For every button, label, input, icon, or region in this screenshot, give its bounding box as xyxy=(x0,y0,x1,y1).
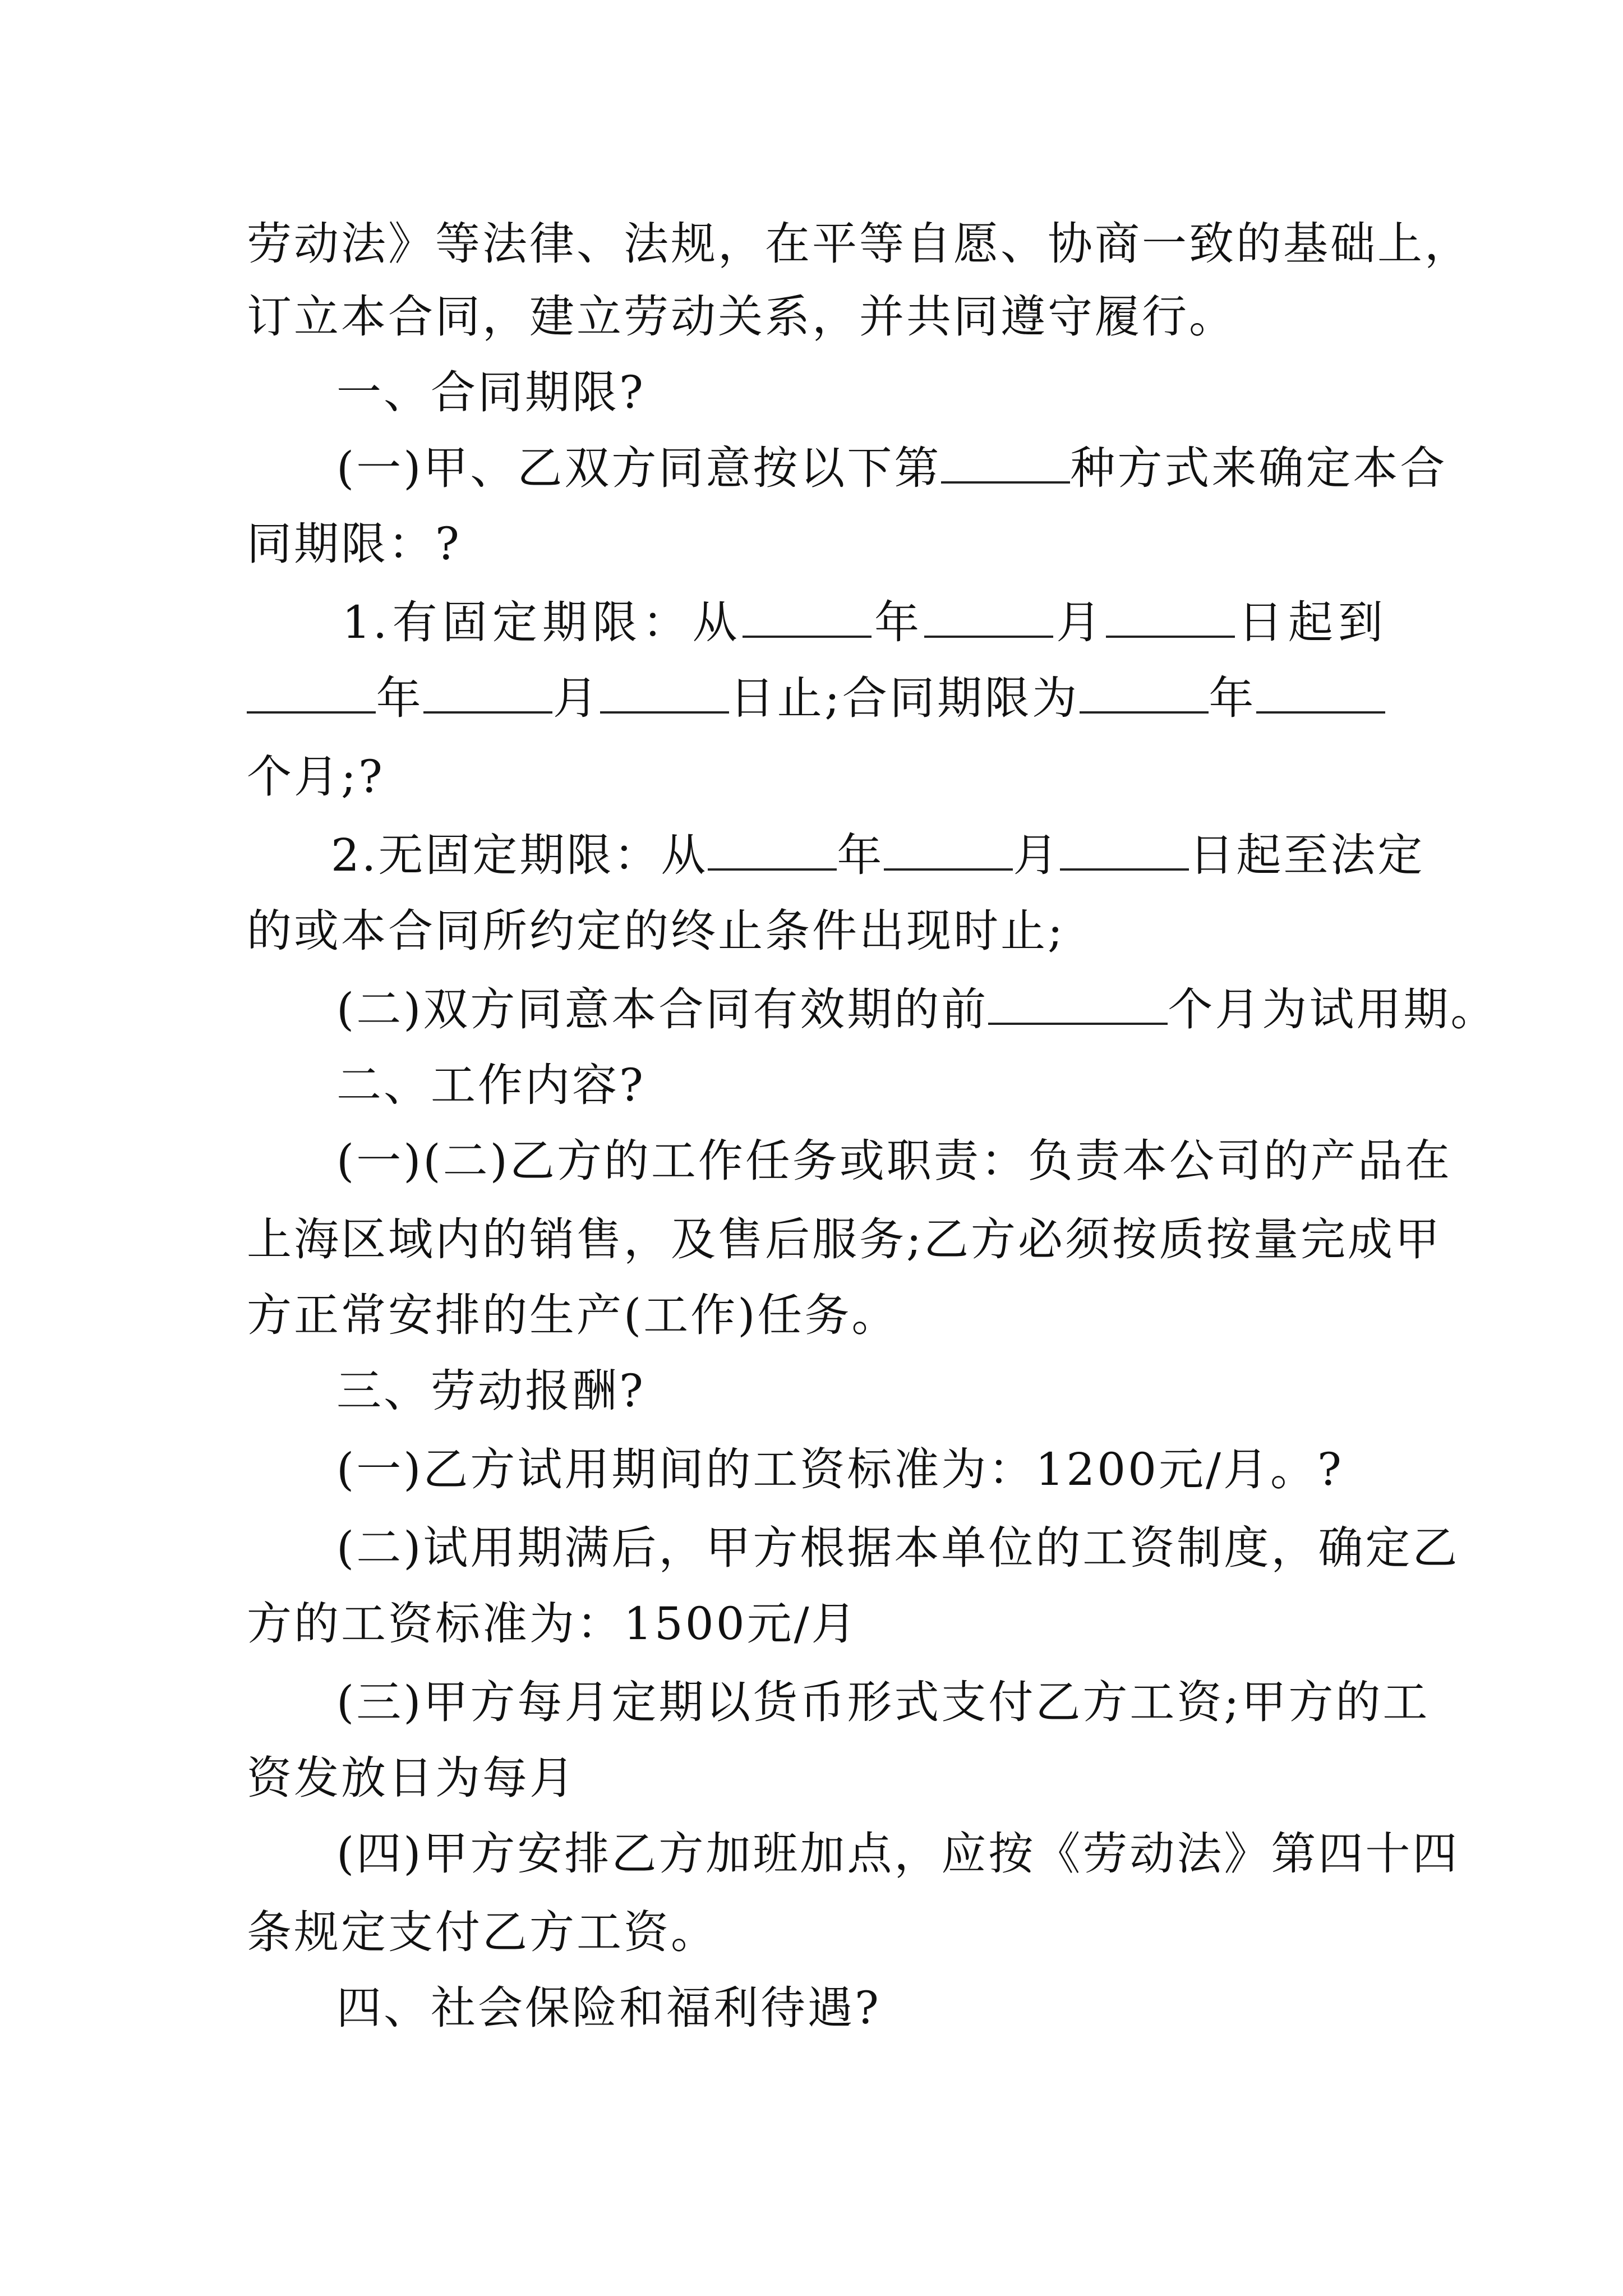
text-segment: 日起到 xyxy=(1235,596,1386,648)
text-segment: 方正常安排的生产(工作)任务。 xyxy=(247,1289,899,1341)
text-segment: 方的工资标准为：1500元/月 xyxy=(247,1598,859,1650)
paragraph-line xyxy=(247,1596,1385,1652)
text-segment: 个月为试用期。 xyxy=(1168,983,1498,1036)
section-heading xyxy=(336,365,1385,421)
paragraph-line xyxy=(247,749,1385,805)
blank-field xyxy=(1256,672,1385,714)
paragraph-line xyxy=(247,1750,1385,1806)
text-segment: 上海区域内的销售，及售后服务;乙方必须按质按量完成甲 xyxy=(247,1213,1442,1266)
paragraph-line xyxy=(336,440,1447,496)
text-segment: 三、劳动报酬? xyxy=(336,1365,645,1417)
blank-field xyxy=(1080,672,1209,714)
text-segment: 一、合同期限? xyxy=(336,366,645,418)
blank-field xyxy=(1106,596,1235,638)
blank-field xyxy=(708,829,837,871)
text-segment: 年 xyxy=(1208,672,1257,724)
paragraph-line xyxy=(336,1442,1385,1498)
text-segment: 的或本合同所约定的终止条件出现时止; xyxy=(247,905,1065,957)
paragraph-line xyxy=(336,1520,1460,1576)
section-heading xyxy=(336,1057,1385,1114)
blank-field xyxy=(884,829,1013,871)
blank-field xyxy=(924,596,1053,638)
text-segment: (一)乙方试用期间的工资标准为：1200元/月。? xyxy=(336,1443,1344,1496)
paragraph-line xyxy=(247,903,1385,959)
text-segment: (二)双方同意本合同有效期的前 xyxy=(336,983,989,1036)
text-segment: (二)试用期满后，甲方根据本单位的工资制度，确定乙 xyxy=(336,1522,1460,1574)
paragraph-line xyxy=(331,827,1425,884)
text-segment: 1.有固定期限：从 xyxy=(342,596,743,648)
paragraph-line xyxy=(336,1826,1460,1882)
text-segment: 劳动法》等法律、法规，在平等自愿、协商一致的基础上， xyxy=(247,218,1472,270)
text-segment: 条规定支付乙方工资。 xyxy=(247,1906,718,1958)
paragraph-line xyxy=(247,670,1385,726)
text-segment: (一)(二)乙方的工作任务或职责：负责本公司的产品在 xyxy=(336,1135,1452,1187)
blank-field xyxy=(247,672,376,714)
paragraph-line xyxy=(336,1133,1452,1189)
text-segment: 资发放日为每月 xyxy=(247,1752,577,1804)
blank-field xyxy=(600,672,729,714)
text-segment: 日止;合同期限为 xyxy=(729,672,1080,724)
paragraph-line xyxy=(342,595,1385,651)
text-segment: 个月;? xyxy=(247,751,385,803)
paragraph-line xyxy=(336,982,1498,1038)
text-segment: (一)甲、乙双方同意按以下第 xyxy=(336,442,942,494)
text-segment: 同期限：? xyxy=(247,518,462,570)
text-segment: 年 xyxy=(871,596,925,648)
text-segment: 年 xyxy=(376,672,424,724)
text-segment: 月 xyxy=(552,672,601,724)
paragraph-line xyxy=(247,1287,1385,1343)
text-segment: 四、社会保险和福利待遇? xyxy=(336,1982,881,2034)
paragraph-line xyxy=(247,516,1385,572)
paragraph-line xyxy=(247,1212,1442,1268)
blank-field xyxy=(988,983,1168,1025)
text-segment: (三)甲方每月定期以货币形式支付乙方工资;甲方的工 xyxy=(336,1676,1430,1728)
text-segment: 种方式来确定本合 xyxy=(1070,442,1447,494)
blank-field xyxy=(423,672,552,714)
text-segment: 年 xyxy=(837,829,884,881)
text-segment: 日起至法定 xyxy=(1189,829,1425,881)
text-segment: 月 xyxy=(1013,829,1061,881)
paragraph-line xyxy=(247,289,1385,345)
text-segment: 月 xyxy=(1053,596,1106,648)
text-segment: (四)甲方安排乙方加班加点，应按《劳动法》第四十四 xyxy=(336,1828,1460,1880)
section-heading xyxy=(336,1363,1385,1419)
blank-field xyxy=(941,442,1070,484)
text-segment: 订立本合同，建立劳动关系，并共同遵守履行。 xyxy=(247,291,1236,343)
paragraph-line xyxy=(247,216,1472,272)
paragraph-line xyxy=(247,1904,1385,1961)
paragraph-line xyxy=(336,1674,1430,1731)
blank-field xyxy=(743,596,872,638)
section-heading xyxy=(336,1980,1385,2036)
text-segment: 2.无固定期限：从 xyxy=(331,829,708,881)
text-segment: 二、工作内容? xyxy=(336,1059,645,1111)
blank-field xyxy=(1060,829,1189,871)
